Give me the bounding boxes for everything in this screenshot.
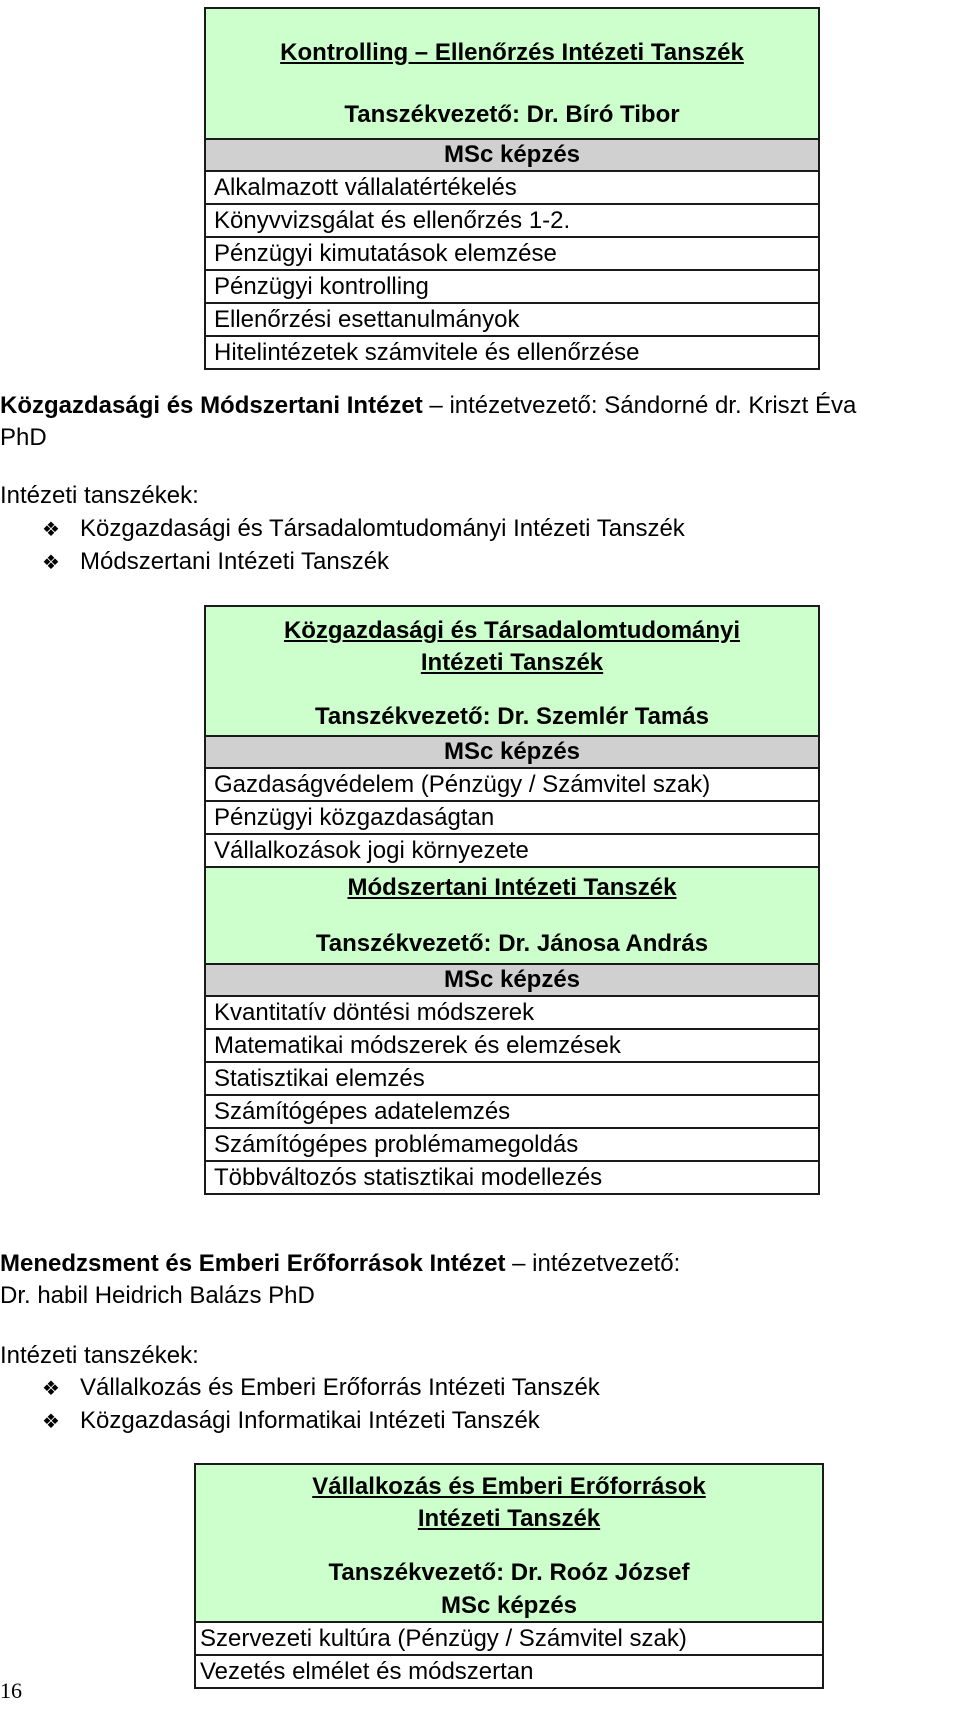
bullet-text: Módszertani Intézeti Tanszék bbox=[80, 548, 390, 575]
dept-title: Közgazdasági és Társadalomtudományi bbox=[283, 617, 741, 644]
page-number: 16 bbox=[0, 1678, 22, 1703]
course-item: Gazdaságvédelem (Pénzügy / Számvitel szak) bbox=[206, 769, 818, 802]
course-item: Pénzügyi kimutatások elemzése bbox=[206, 238, 818, 271]
diamond-bullet-icon: ❖ bbox=[42, 519, 60, 541]
institute-heading bbox=[0, 1248, 680, 1280]
dept-box-vallalkozas bbox=[194, 1463, 824, 1689]
course-item: Alkalmazott vállalatértékelés bbox=[206, 172, 818, 205]
institute-name: Közgazdasági és Módszertani Intézet bbox=[0, 392, 423, 419]
institute-name: Menedzsment és Emberi Erőforrások Intézet bbox=[0, 1250, 506, 1277]
bullet-text: Vállalkozás és Emberi Erőforrás Intézeti Tanszék bbox=[80, 1374, 600, 1401]
course-item: Többváltozós statisztikai modellezés bbox=[214, 1164, 603, 1191]
dept-header bbox=[206, 607, 818, 735]
course-item: Szervezeti kultúra (Pénzügy / Számvitel szak) bbox=[196, 1623, 822, 1656]
institute-leader: – intézetvezető: Sándorné dr. Kriszt Éva bbox=[422, 392, 857, 419]
course-list bbox=[196, 1623, 822, 1687]
course-item: Hitelintézetek számvitele és ellenőrzése bbox=[214, 339, 640, 366]
dept-title-line2: Intézeti Tanszék bbox=[417, 1505, 601, 1532]
dept-title: Kontrolling – Ellenőrzés Intézeti Tanszék bbox=[280, 39, 744, 66]
course-item: Pénzügyi közgazdaságtan bbox=[206, 802, 818, 835]
diamond-bullet-icon: ❖ bbox=[42, 1378, 60, 1400]
institute-leader-line2: Dr. habil Heidrich Balázs PhD bbox=[0, 1282, 315, 1309]
dept-head: Tanszékvezető: Dr. Bíró Tibor bbox=[344, 101, 680, 128]
departments-label: Intézeti tanszékek: bbox=[0, 1342, 199, 1369]
course-list bbox=[206, 172, 818, 368]
course-item: Vállalkozások jogi környezete bbox=[206, 835, 818, 868]
department-bullet bbox=[42, 1405, 540, 1438]
dept-title-line2: Intézeti Tanszék bbox=[420, 649, 604, 676]
diamond-bullet-icon: ❖ bbox=[42, 552, 60, 574]
department-bullet bbox=[42, 513, 685, 546]
dept-head: Tanszékvezető: Dr. Roóz József bbox=[328, 1559, 690, 1586]
course-list bbox=[206, 769, 818, 868]
dept-header bbox=[206, 9, 818, 138]
course-item: Matematikai módszerek és elemzések bbox=[206, 1030, 818, 1063]
bullet-text: Közgazdasági Informatikai Intézeti Tanszék bbox=[80, 1407, 540, 1434]
diamond-bullet-icon: ❖ bbox=[42, 1411, 60, 1433]
dept-header bbox=[196, 1465, 822, 1591]
course-item: Pénzügyi kontrolling bbox=[206, 271, 818, 304]
msc-label: MSc képzés bbox=[196, 1591, 822, 1623]
department-bullet bbox=[42, 1372, 600, 1405]
dept-title: Módszertani Intézeti Tanszék bbox=[347, 874, 677, 901]
msc-label: MSc képzés bbox=[206, 735, 818, 769]
departments-label: Intézeti tanszékek: bbox=[0, 482, 199, 509]
institute-leader: – intézetvezető: bbox=[505, 1250, 681, 1277]
department-bullet bbox=[42, 546, 389, 579]
institute-heading bbox=[0, 390, 856, 422]
course-item: Statisztikai elemzés bbox=[206, 1063, 818, 1096]
dept-box-kontrolling bbox=[204, 7, 820, 370]
course-item: Számítógépes problémamegoldás bbox=[206, 1129, 818, 1162]
dept-head: Tanszékvezető: Dr. Jánosa András bbox=[315, 930, 709, 957]
course-item: Ellenőrzési esettanulmányok bbox=[206, 304, 818, 337]
bullet-text: Közgazdasági és Társadalomtudományi Intézeti Tanszék bbox=[80, 515, 685, 542]
course-item: Vezetés elmélet és módszertan bbox=[200, 1658, 534, 1685]
dept-title: Vállalkozás és Emberi Erőforrások bbox=[312, 1473, 706, 1500]
msc-label: MSc képzés bbox=[206, 138, 818, 172]
course-item: Könyvvizsgálat és ellenőrzés 1-2. bbox=[206, 205, 818, 238]
institute-leader-line2: PhD bbox=[0, 424, 47, 451]
dept-box-kozgazdasagi bbox=[204, 605, 820, 1195]
course-list bbox=[206, 997, 818, 1193]
course-item: Kvantitatív döntési módszerek bbox=[206, 997, 818, 1030]
dept-head: Tanszékvezető: Dr. Szemlér Tamás bbox=[315, 703, 709, 730]
msc-label: MSc képzés bbox=[206, 963, 818, 997]
dept-header bbox=[206, 868, 818, 963]
course-item: Számítógépes adatelemzés bbox=[206, 1096, 818, 1129]
